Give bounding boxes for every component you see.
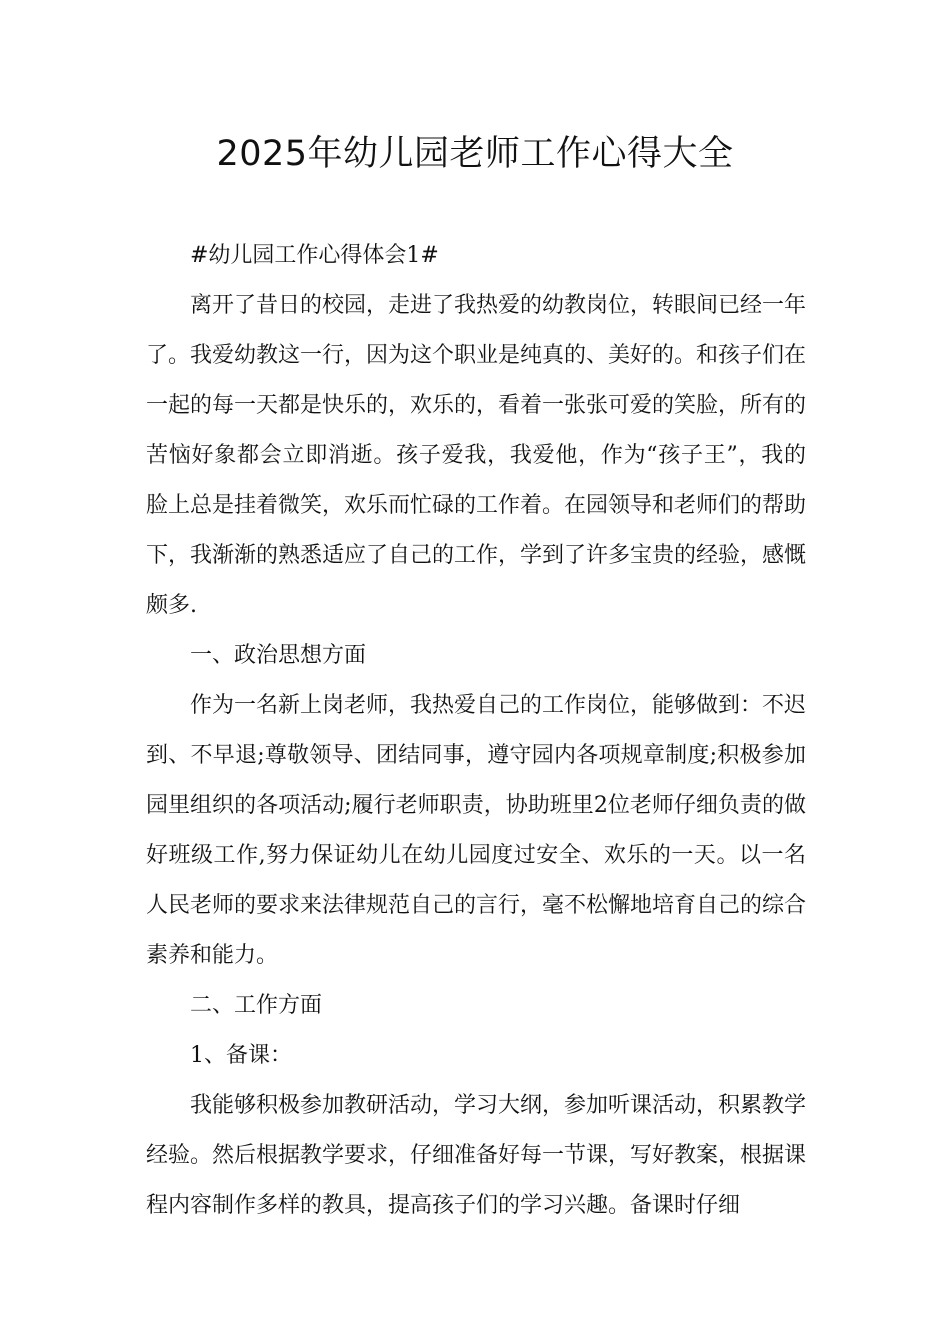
intro-paragraph: 离开了昔日的校园，走进了我热爱的幼教岗位，转眼间已经一年了。我爱幼教这一行，因为这个职业是纯真的、美好的。和孩子们在一起的每一天都是快乐的，欢乐的，看着一张张可爱的笑脸，所有的苦恼好象都会立即消逝。孩子爱我，我爱他，作为“孩子王”，我的脸上总是挂着微笑，欢乐而忙碌的工作着。在园领导和老师们的帮助下，我渐渐的熟悉适应了自己的工作，学到了许多宝贵的经验，感慨颇多.	[146, 293, 807, 618]
section-heading-politics: 一、政治思想方面	[190, 643, 367, 668]
page-title: 2025年幼儿园老师工作心得大全	[216, 134, 734, 174]
politics-paragraph: 作为一名新上岗老师，我热爱自己的工作岗位，能够做到：不迟到、不早退;尊敬领导、团结同事，遵守园内各项规章制度;积极参加园里组织的各项活动;履行老师职责，协助班里2位老师仔细负责的做好班级工作,努力保证幼儿在幼儿园度过安全、欢乐的一天。以一名人民老师的要求来法律规范自己的言行，毫不松懈地培育自己的综合素养和能力。	[146, 693, 807, 968]
subheading-lesson-prep: 1、备课：	[190, 1043, 292, 1068]
document-body	[146, 231, 806, 1231]
section-marker: #幼儿园工作心得体会1#	[190, 243, 439, 268]
lesson-prep-paragraph: 我能够积极参加教研活动，学习大纲，参加听课活动，积累教学经验。然后根据教学要求，仔细准备好每一节课，写好教案，根据课程内容制作多样的教具，提高孩子们的学习兴趣。备课时仔细	[146, 1093, 807, 1218]
section-heading-work: 二、工作方面	[190, 993, 323, 1018]
